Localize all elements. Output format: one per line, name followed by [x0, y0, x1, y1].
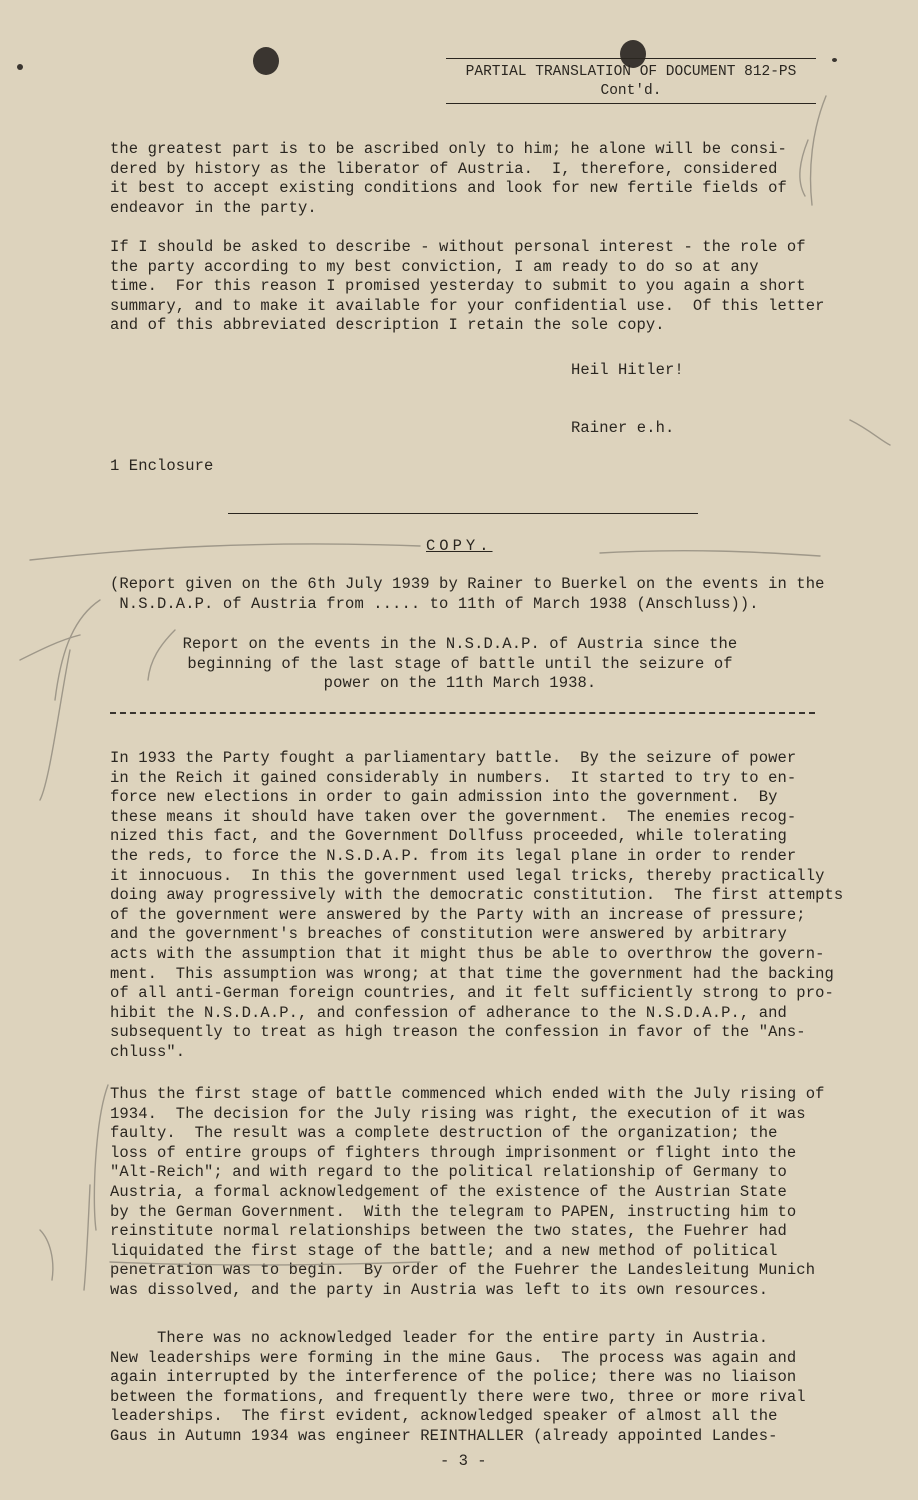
report-title: Report on the events in the N.S.D.A.P. of Austria since the beginning of the last stage of battle until the seizure of power on the 11th March 1938. — [182, 635, 738, 693]
pencil-mark — [20, 635, 80, 660]
pencil-mark — [811, 96, 826, 205]
pencil-mark — [84, 1185, 90, 1290]
body-paragraph-2: Thus the first stage of battle commenced which ended with the July rising of 1934. The decision for the July rising was right, the execution of it was faulty. The result was a complete destruction of the organization; the loss of entire groups of fighters through imprisonment or flight into the "Alt-Reich"; and with regard to the political relationship of Germany to Austria, a formal acknowledgement of the existence of the Austrian State by the German Government. With the telegram to PAPEN, instructing him to reinstitute normal relationships between the two states, the Fuehrer had liquidated the first stage of the battle; and a new method of political penetration was to begin. By order of the Fuehrer the Landesleitung Munich was dissolved, and the party in Austria was left to its own resources. — [110, 1085, 825, 1299]
copy-heading: COPY. — [426, 537, 493, 555]
body-paragraph-1: In 1933 the Party fought a parliamentary battle. By the seizure of power in the Reich it gained considerably in numbers. It started to try to en- force new elections in order to gain admission into the government. By these means it should have taken over the government. The enemies recog- nized this fact, and the Government Dollfuss proceeded, while tolerating the reds, to force the N.S.D.A.P. from its legal plane in order to render it innocuous. In this the government used legal tricks, thereby practically doing away progressively with the democratic constitution. The first attempts of the government were answered by the Party with an increase of pressure; and the government's breaches of constitution were answered by arbitrary acts with the assumption that it might thus be able to overthrow the govern- ment. This assumption was wrong; at that time the government had the backing of all anti-German foreign countries, and it felt sufficiently strong to pro- hibit the N.S.D.A.P., and confession of adherance to the N.S.D.A.P., and subsequently to treat as high treason the confession in favor of the "Ans- chluss". — [110, 749, 844, 1061]
document-subtitle: Cont'd. — [600, 83, 662, 99]
report-note: (Report given on the 6th July 1939 by Rainer to Buerkel on the events in the N.S.D.A.P. of Austria from ..... to 11th of March 1938 (Anschluss)). — [110, 575, 825, 613]
pencil-mark — [94, 1085, 108, 1230]
pencil-mark — [55, 600, 100, 700]
pencil-mark — [148, 630, 175, 680]
letter-signature: Rainer e.h. — [571, 419, 675, 437]
pencil-mark — [40, 650, 70, 800]
pencil-mark — [30, 544, 420, 560]
letter-paragraph-1: the greatest part is to be ascribed only to him; he alone will be consi- dered by history as the liberator of Austria. I, therefore, considered it best to accept existing conditions and look for new fertile fields of endeavor in the party. — [110, 140, 787, 217]
body-paragraph-3: There was no acknowledged leader for the entire party in Austria. New leaderships were forming in the mine Gaus. The process was again and again interrupted by the interference of the police; there was no liaison between the formations, and frequently there were two, three or more rival leaderships. The first evident, acknowledged speaker of almost all the Gaus in Autumn 1934 was engineer REINTHALLER (already appointed Landes- — [110, 1329, 806, 1445]
pencil-underline — [110, 1262, 420, 1265]
letter-paragraph-2: If I should be asked to describe - without personal interest - the role of the party according to my best conviction, I am ready to do so at any time. For this reason I promised yesterday to submit to you again a short summary, and to make it available for your confidential use. Of this letter and of this abbreviated description I retain the sole copy. — [110, 238, 825, 335]
pencil-mark — [850, 420, 890, 445]
page-number: - 3 - — [440, 1452, 487, 1470]
pencil-mark — [600, 551, 820, 556]
pencil-mark — [40, 1230, 53, 1280]
document-title: PARTIAL TRANSLATION OF DOCUMENT 812-PS — [465, 64, 797, 80]
enclosure-note: 1 Enclosure — [110, 457, 214, 475]
pencil-mark — [800, 140, 808, 196]
letter-closing: Heil Hitler! — [571, 361, 684, 379]
